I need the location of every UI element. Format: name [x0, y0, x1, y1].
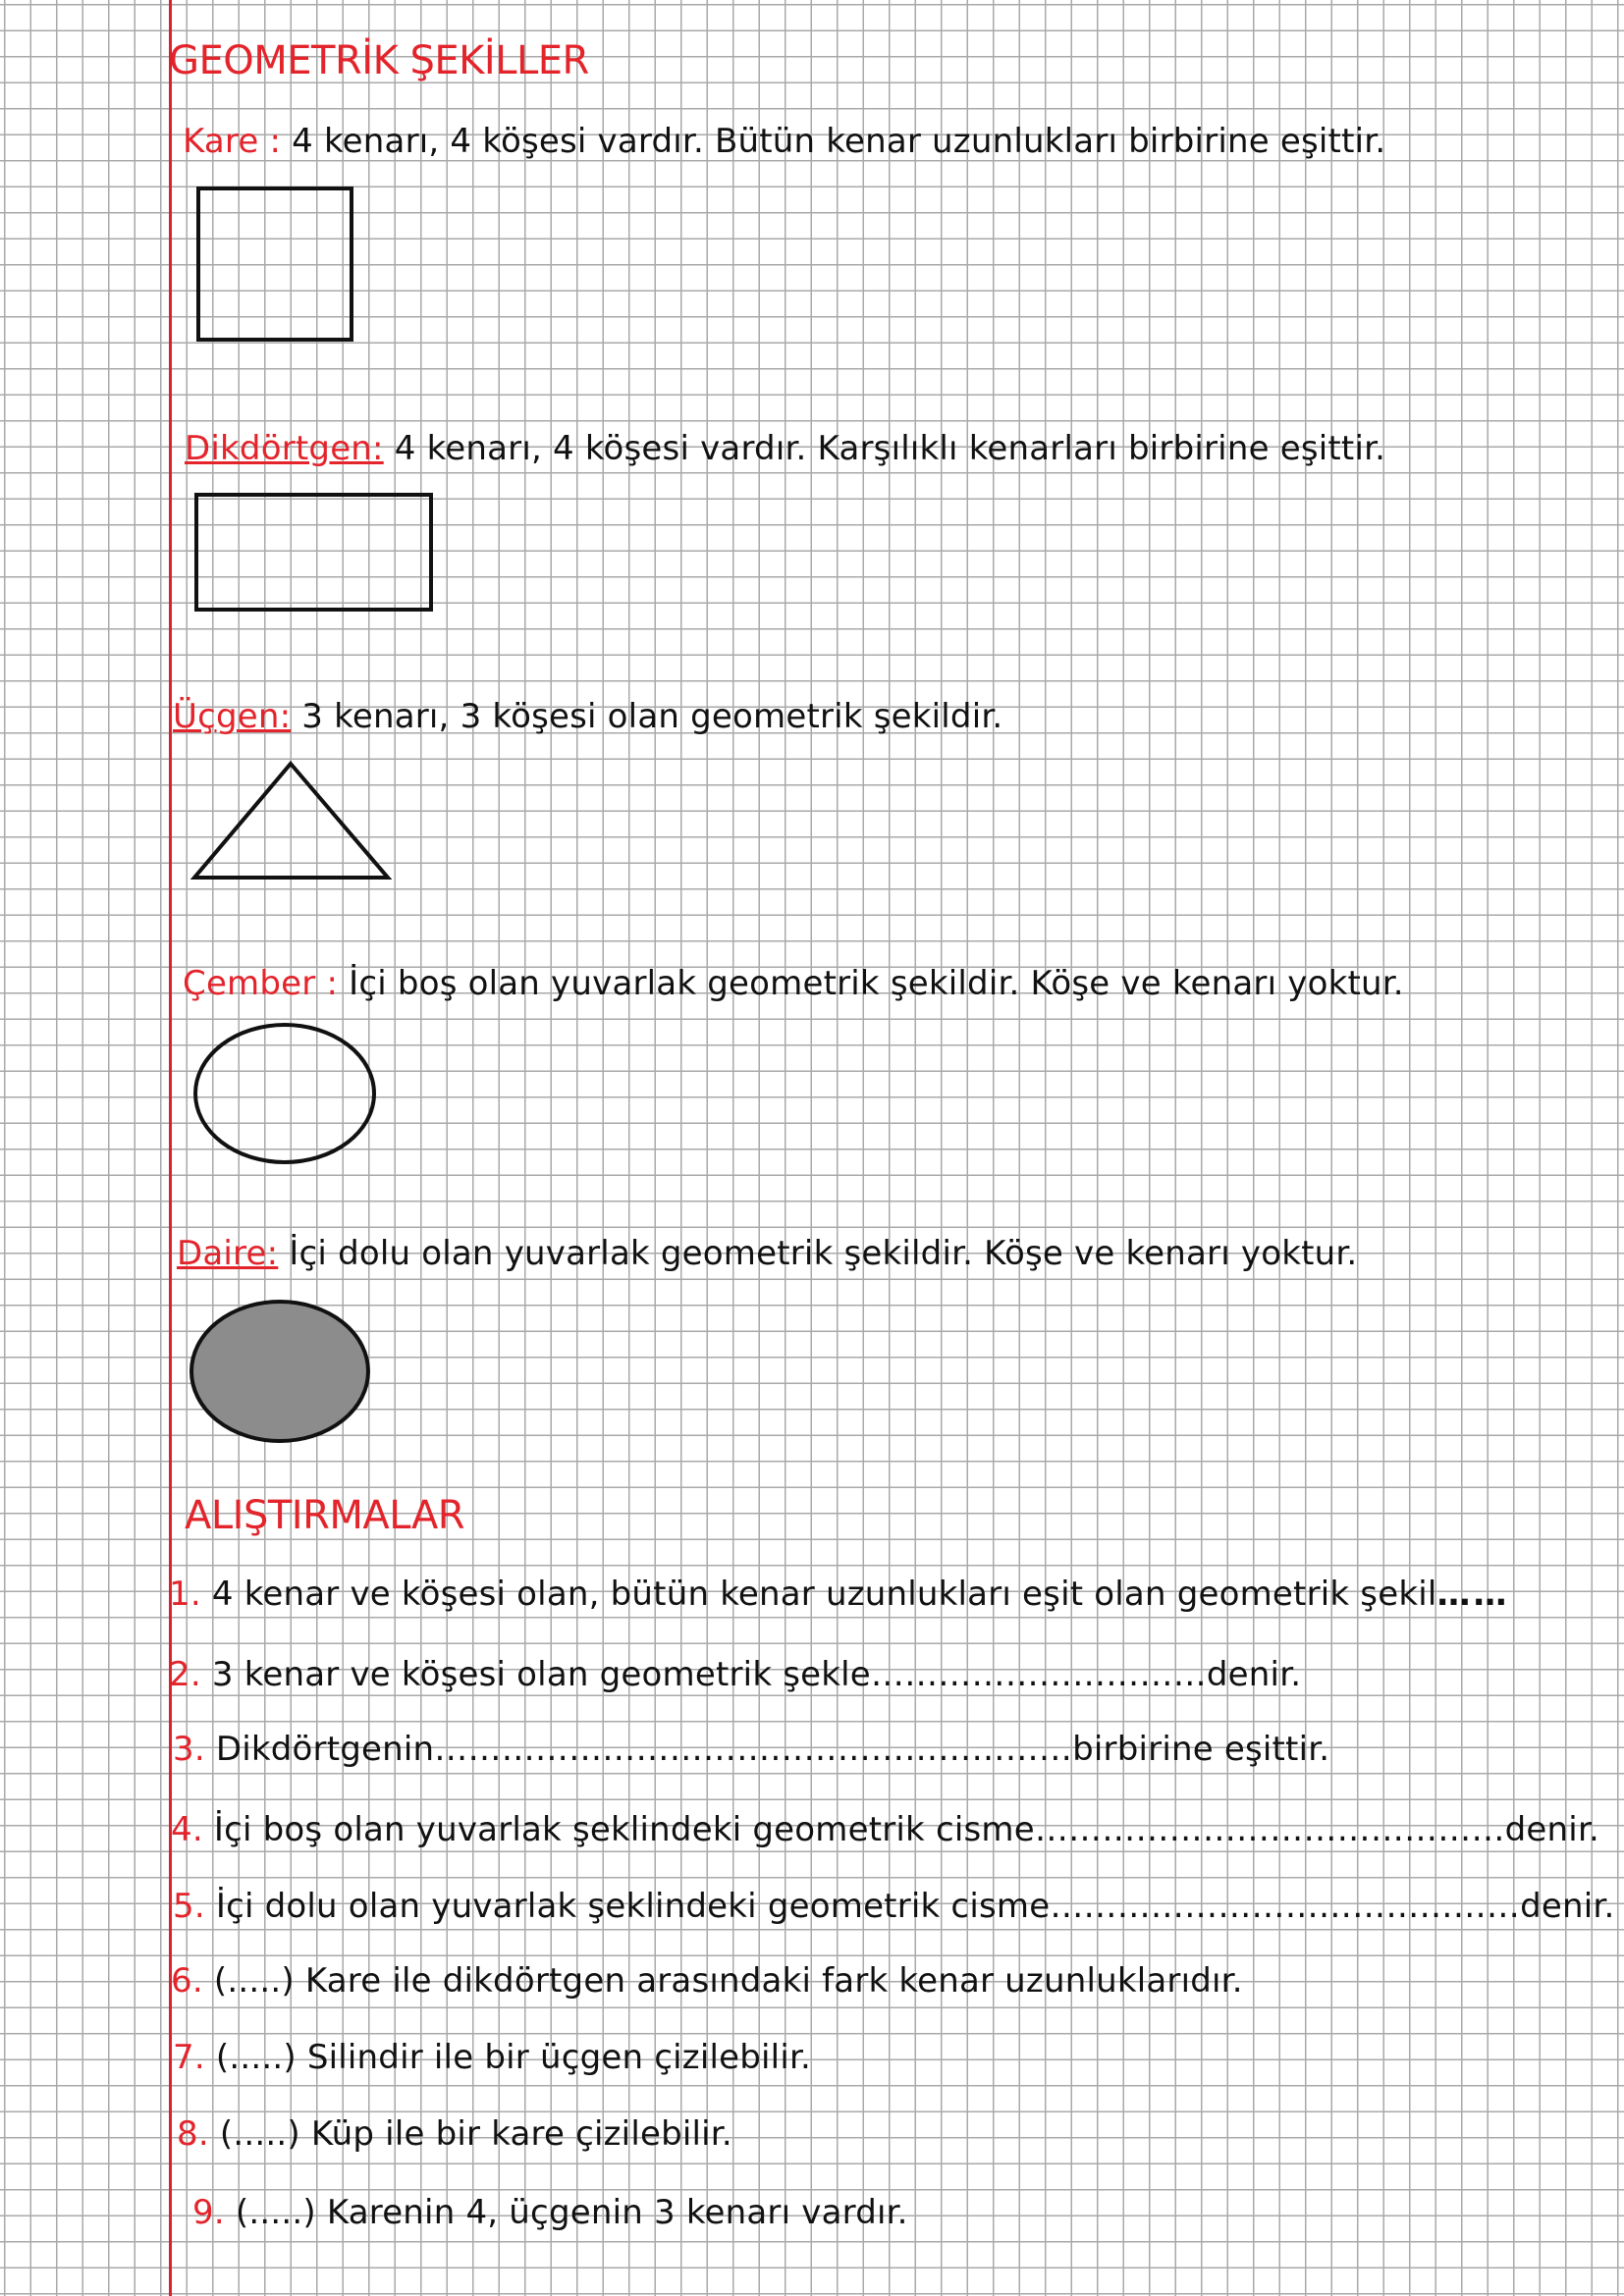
exercise-item [171, 1808, 1599, 1851]
circle-filled-shape [185, 1298, 381, 1449]
definition-text: 3 kenarı, 3 köşesi olan geometrik şekildir. [291, 697, 1003, 736]
exercise-item [171, 1959, 1243, 2002]
answer-blank: …… [1436, 1575, 1510, 1614]
exercise-text: (.....) Küp ile bir kare çizilebilir. [208, 2114, 732, 2154]
exercise-item [173, 1728, 1329, 1771]
definition-circle-filled [177, 1232, 1357, 1275]
term-label: Üçgen: [173, 697, 292, 736]
definition-text: İçi boş olan yuvarlak geometrik şekildir. Köşe ve kenarı yoktur. [338, 964, 1404, 1003]
exercise-item [173, 1885, 1615, 1928]
exercise-item [177, 2112, 732, 2156]
term-label: Kare : [183, 122, 282, 161]
exercise-item [192, 2191, 908, 2234]
circle-outline-shape [189, 1021, 385, 1170]
definition-square [183, 120, 1385, 163]
exercise-number: 3. [173, 1730, 205, 1769]
exercise-number: 4. [171, 1810, 203, 1849]
rectangle-shape [194, 493, 433, 612]
exercise-number: 9. [192, 2193, 225, 2232]
margin-line [169, 0, 172, 2296]
exercise-text: Dikdörtgenin…………………………………………………birbirine eşittir. [204, 1730, 1330, 1769]
definition-rectangle [185, 427, 1385, 470]
exercise-text: (.....) Silindir ile bir üçgen çizilebilir. [204, 2038, 812, 2077]
exercise-text: 3 kenar ve köşesi olan geometrik şekle…………………………denir. [200, 1655, 1302, 1694]
exercise-item [169, 1653, 1301, 1696]
exercise-text: (.....) Karenin 4, üçgenin 3 kenarı vardır. [224, 2193, 908, 2232]
exercise-text: 4 kenar ve köşesi olan, bütün kenar uzunlukları eşit olan geometrik şekil [200, 1575, 1437, 1614]
exercise-text: İçi dolu olan yuvarlak şeklindeki geometrik cisme……………………………………denir. [204, 1887, 1615, 1926]
exercise-text: (.....) Kare ile dikdörtgen arasındaki fark kenar uzunluklarıdır. [202, 1961, 1243, 2001]
square-shape [196, 187, 353, 342]
exercise-item [173, 2036, 811, 2079]
exercise-text: İçi boş olan yuvarlak şeklindeki geometrik cisme……………………………………denir. [202, 1810, 1600, 1849]
definition-text: 4 kenarı, 4 köşesi vardır. Bütün kenar uzunlukları birbirine eşittir. [281, 122, 1386, 161]
definition-text: 4 kenarı, 4 köşesi vardır. Karşılıklı kenarları birbirine eşittir. [383, 429, 1386, 468]
exercise-number: 7. [173, 2038, 205, 2077]
term-label: Dikdörtgen: [185, 429, 384, 468]
triangle-shape [187, 756, 403, 883]
page-title: GEOMETRİK ŞEKİLLER [169, 38, 589, 83]
exercise-item [169, 1573, 1510, 1616]
definition-circle-outline [183, 962, 1404, 1005]
term-label: Çember : [183, 964, 339, 1003]
exercise-number: 8. [177, 2114, 209, 2154]
exercises-title: ALIŞTIRMALAR [185, 1493, 465, 1538]
term-label: Daire: [177, 1234, 279, 1273]
exercise-number: 1. [169, 1575, 201, 1614]
definition-text: İçi dolu olan yuvarlak geometrik şekildir. Köşe ve kenarı yoktur. [278, 1234, 1358, 1273]
exercise-number: 6. [171, 1961, 203, 2001]
exercise-number: 2. [169, 1655, 201, 1694]
exercise-number: 5. [173, 1887, 205, 1926]
definition-triangle [173, 695, 1002, 738]
